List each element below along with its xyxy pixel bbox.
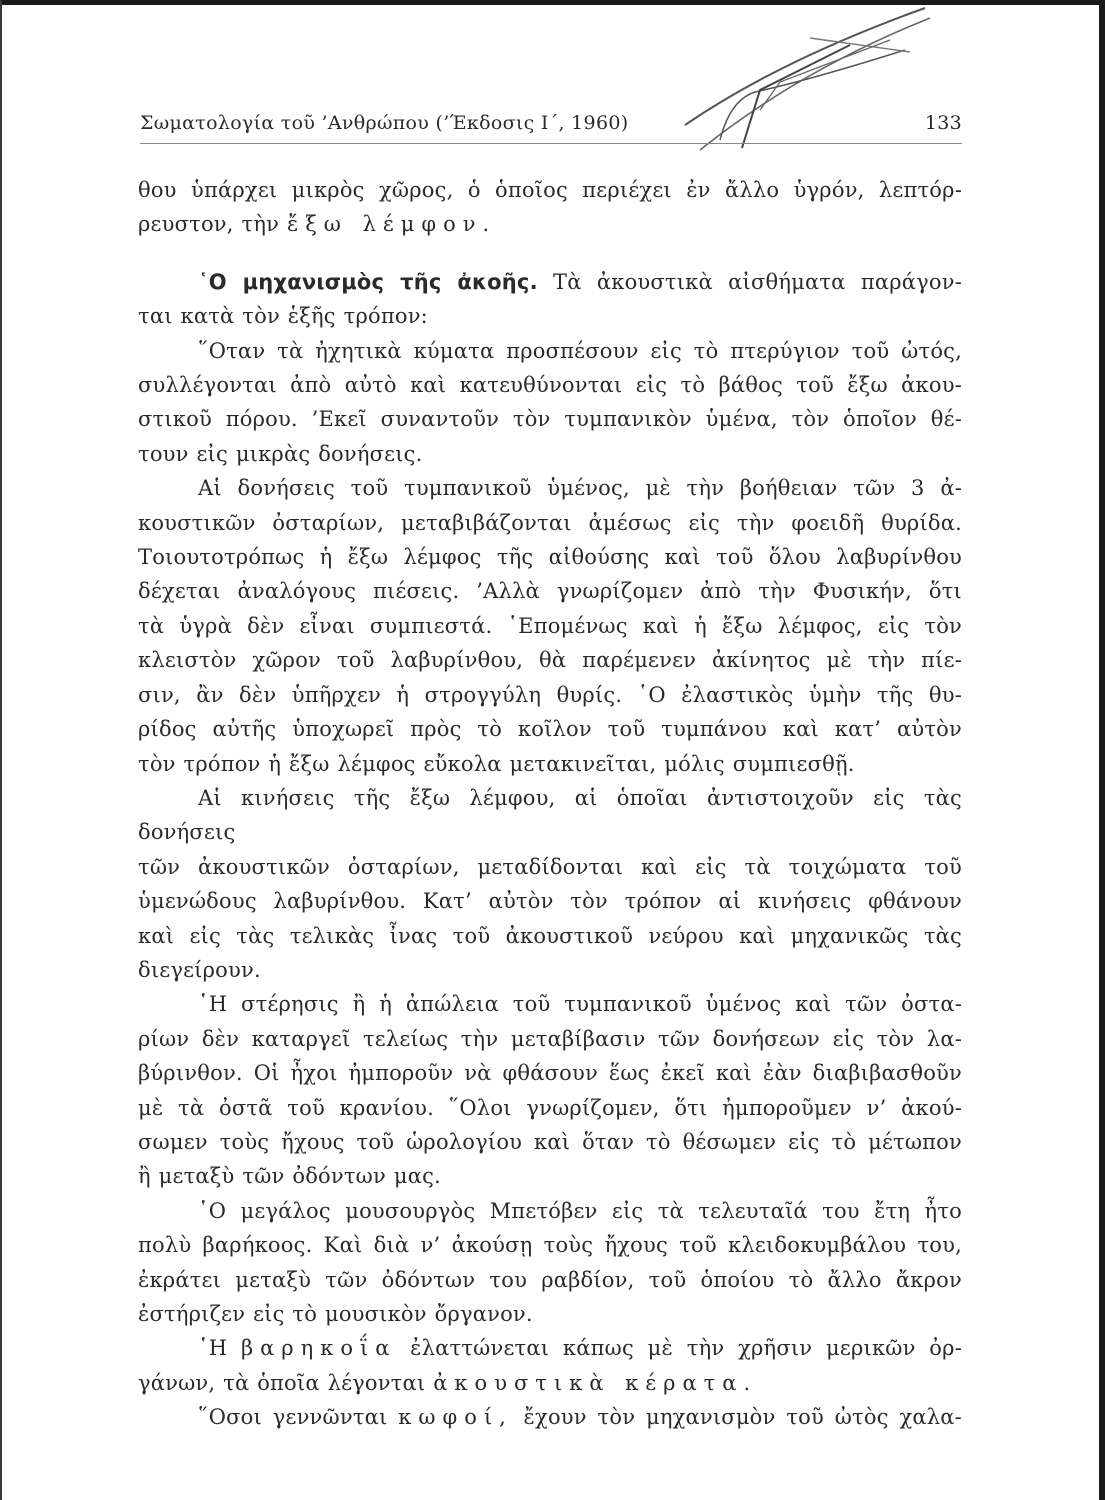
- text-line: Τοιουτοτρόπως ἡ ἔξω λέμφος τῆς αἰθούσης καὶ τοῦ ὅλου λαβυρίνθου: [138, 545, 962, 570]
- page-number: 133: [924, 112, 962, 134]
- text-line: ρίδος αὐτῆς ὑποχωρεῖ πρὸς τὸ κοῖλον τοῦ τυμπάνου καὶ κατ’ αὐτὸν: [138, 717, 962, 742]
- text-line: ρευστον, τὴν ἔξω λέμφον.: [138, 212, 497, 237]
- scan-right-edge: [1099, 0, 1105, 1500]
- text-line: θου ὑπάρχει μικρὸς χῶρος, ὁ ὁποῖος περιέχει ἐν ἄλλο ὑγρόν, λεπτόρ-: [138, 178, 962, 202]
- text-line: κλειστὸν χῶρον τοῦ λαβυρίνθου, θὰ παρέμενεν ἀκίνητος μὲ τὴν πίε-: [138, 648, 962, 673]
- section-title: ῾Ο μηχανισμὸς τῆς ἀκοῆς.: [198, 269, 538, 294]
- spaced-term: ἔξω λέμφον.: [286, 212, 497, 237]
- spaced-term: ἀκουστικὰ κέρατα.: [433, 1370, 758, 1395]
- running-header: [140, 112, 962, 142]
- text-line: Αἱ κινήσεις τῆς ἔξω λέμφου, αἱ ὁποῖαι ἀντιστοιχοῦν εἰς τὰς δονήσεις: [138, 785, 962, 845]
- text-line: τὸν τρόπον ἡ ἔξω λέμφος εὔκολα μετακινεῖται, μόλις συμπιεσθῇ.: [138, 751, 855, 776]
- running-title: Σωματολογία τοῦ ’Ανθρώπου (’Έκδοσις Ι΄, 1960): [140, 112, 629, 134]
- text-line: Αἱ δονήσεις τοῦ τυμπανικοῦ ὑμένος, μὲ τὴν βοήθειαν τῶν 3 ἀ-: [198, 476, 962, 501]
- text-line: πολὺ βαρήκοος. Καὶ διὰ ν’ ἀκούσῃ τοὺς ἤχους τοῦ κλειδοκυμβάλου του,: [138, 1233, 962, 1258]
- text-line: τουν εἰς μικρὰς δονήσεις.: [138, 441, 423, 466]
- text-line: ῞Οταν τὰ ἠχητικὰ κύματα προσπέσουν εἰς τὸ πτερύγιον τοῦ ὠτός,: [198, 338, 962, 363]
- text-line: μὲ τὰ ὀστᾶ τοῦ κρανίου. ῞Ολοι γνωρίζομεν, ὅτι ἠμποροῦμεν ν’ ἀκού-: [138, 1095, 962, 1120]
- text-line: δέχεται ἀναλόγους πιέσεις. ’Αλλὰ γνωρίζομεν ἀπὸ τὴν Φυσικήν, ὅτι: [138, 579, 962, 604]
- text-line: στικοῦ πόρου. ’Εκεῖ συναντοῦν τὸν τυμπανικὸν ὑμένα, τὸν ὁποῖον θέ-: [138, 407, 962, 432]
- spaced-term: βαρηκοΐα: [240, 1336, 397, 1361]
- text-line: ῾Η στέρησις ἢ ἡ ἀπώλεια τοῦ τυμπανικοῦ ὑμένος καὶ τῶν ὀστα-: [198, 992, 962, 1017]
- text-line: συλλέγονται ἀπὸ αὐτὸ καὶ κατευθύνονται εἰς τὸ βάθος τοῦ ἔξω ἀκου-: [138, 373, 962, 398]
- text-line: ἢ μεταξὺ τῶν ὀδόντων μας.: [138, 1164, 441, 1189]
- text-line: ὑμενώδους λαβυρίνθου. Κατ’ αὐτὸν τὸν τρόπον αἱ κινήσεις φθάνουν: [138, 889, 962, 914]
- section-paragraph: ῾Ο μηχανισμὸς τῆς ἀκοῆς. Τὰ ἀκουστικὰ αἰσθήματα παράγον-: [198, 269, 962, 294]
- header-rule: [140, 143, 962, 144]
- text-line: σωμεν τοὺς ἤχους τοῦ ὡρολογίου καὶ ὅταν τὸ θέσωμεν εἰς τὸ μέτωπον: [138, 1129, 962, 1154]
- text-line: καὶ εἰς τὰς τελικὰς ἶνας τοῦ ἀκουστικοῦ νεύρου καὶ μηχανικῶς τὰς: [138, 923, 962, 948]
- text-line: τῶν ἀκουστικῶν ὀσταρίων, μεταδίδονται καὶ εἰς τὰ τοιχώματα τοῦ: [138, 854, 962, 879]
- text-line: τὰ ὑγρὰ δὲν εἶναι συμπιεστά. ῾Επομένως καὶ ἡ ἔξω λέμφος, εἰς τὸν: [138, 613, 962, 638]
- text-line: κουστικῶν ὀσταρίων, μεταβιβάζονται ἀμέσως εἰς τὴν φοειδῆ θυρίδα.: [138, 510, 962, 535]
- text-line: ῾Η βαρηκοΐα ἐλαττώνεται κάπως μὲ τὴν χρῆσιν μερικῶν ὀρ-: [198, 1336, 962, 1361]
- spaced-term: κωφοί,: [398, 1405, 513, 1430]
- text-line: γάνων, τὰ ὁποῖα λέγονται ἀκουστικὰ κέρατα.: [138, 1370, 758, 1395]
- text-line: διεγείρουν.: [138, 957, 261, 982]
- text-line: ἐστήριζεν εἰς τὸ μουσικὸν ὄργανον.: [138, 1302, 533, 1326]
- text-line: ῞Οσοι γεννῶνται κωφοί, ἔχουν τὸν μηχανισμὸν τοῦ ὠτὸς χαλα-: [198, 1405, 962, 1430]
- text-line: ται κατὰ τὸν ἑξῆς τρόπον:: [138, 304, 428, 329]
- scan-left-edge: [0, 0, 2, 1500]
- text-line: ρίων δὲν καταργεῖ τελείως τὴν μεταβίβασιν τῶν δονήσεων εἰς τὸν λα-: [138, 1026, 962, 1051]
- text-line: βύρινθον. Οἱ ἦχοι ἠμποροῦν νὰ φθάσουν ἕως ἐκεῖ καὶ ἐὰν διαβιβασθοῦν: [138, 1061, 962, 1086]
- text-line: ῾Ο μεγάλος μουσουργὸς Μπετόβεν εἰς τὰ τελευταῖά του ἔτη ἦτο: [198, 1198, 962, 1223]
- text-line: ἐκράτει μεταξὺ τῶν ὀδόντων του ραβδίον, τοῦ ὁποίου τὸ ἄλλο ἄκρον: [138, 1267, 962, 1292]
- body-text: [138, 173, 962, 1435]
- text-line: σιν, ἂν δὲν ὑπῆρχεν ἡ στρογγύλη θυρίς. ῾Ο ἐλαστικὸς ὑμὴν τῆς θυ-: [138, 682, 962, 707]
